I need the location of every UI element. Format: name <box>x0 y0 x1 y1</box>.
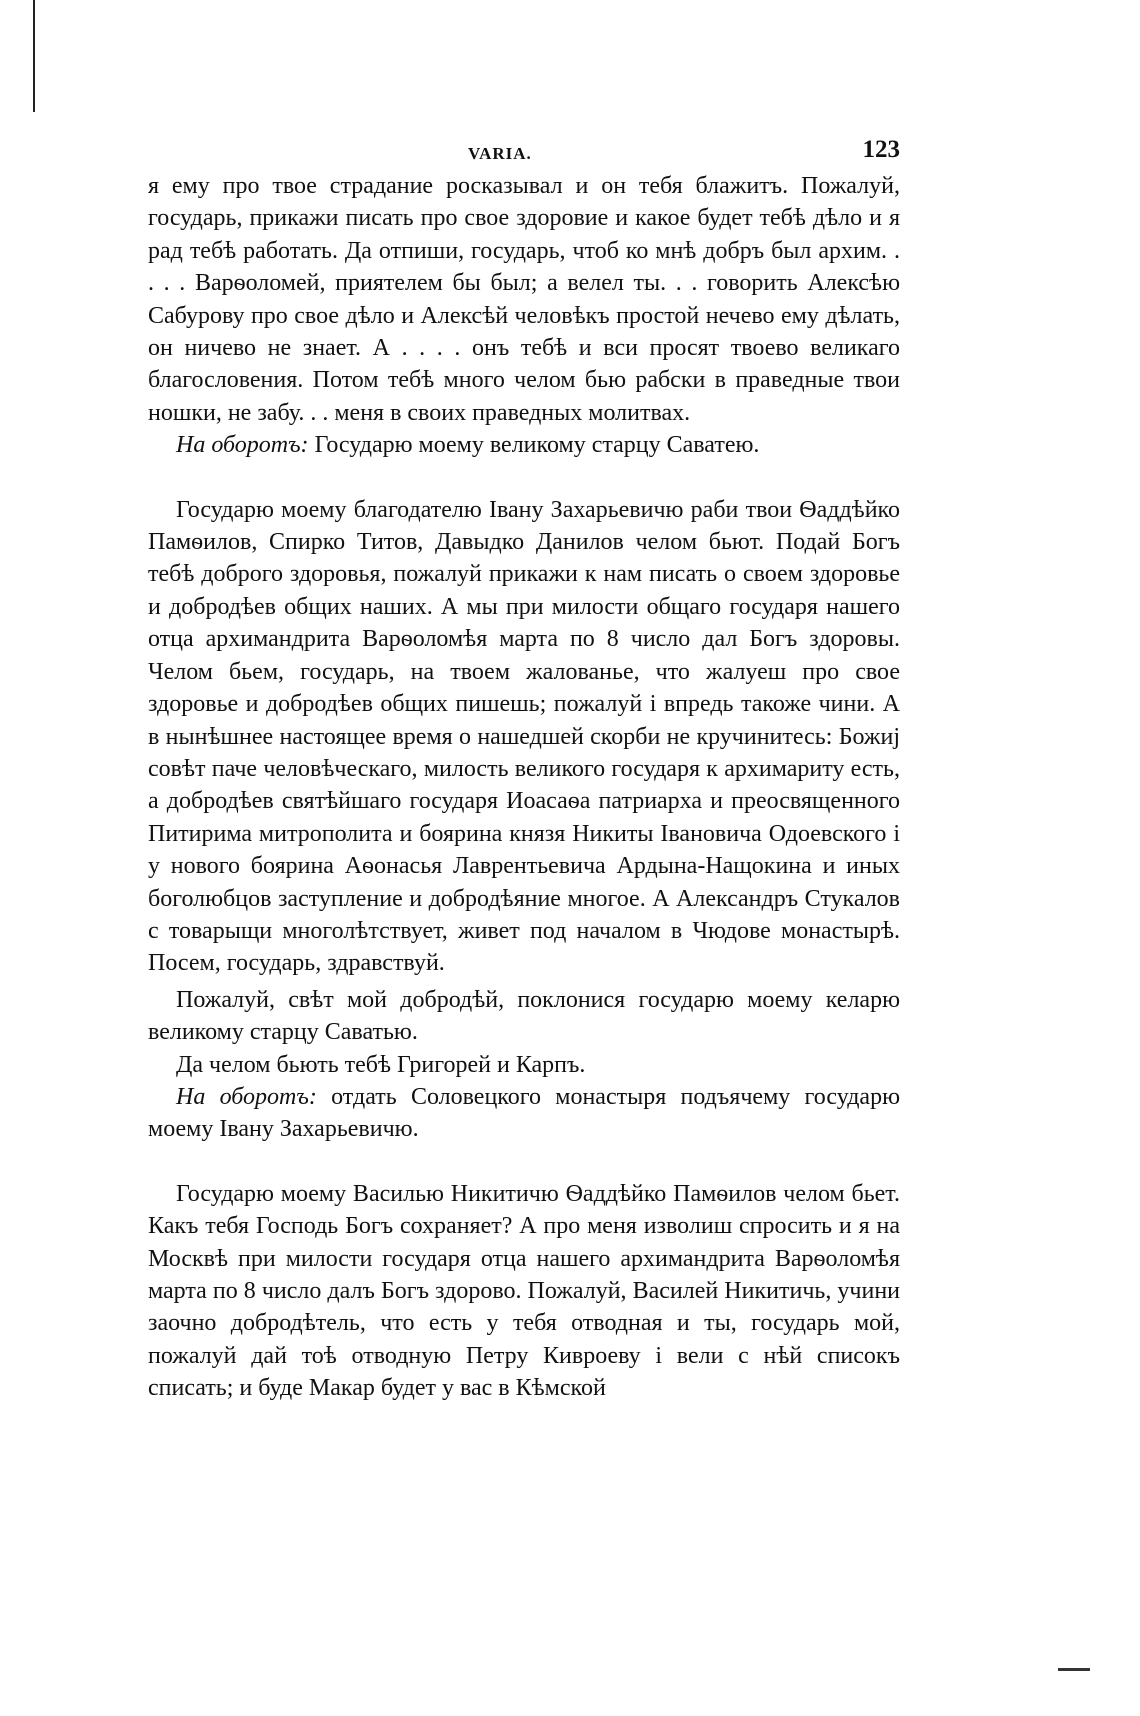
book-page <box>148 136 900 1405</box>
reverse-note <box>148 429 900 461</box>
letter-2 <box>148 494 900 1146</box>
letter-3 <box>148 1178 900 1405</box>
scan-edge-line <box>33 0 35 112</box>
letter-1 <box>148 170 900 462</box>
reverse-note-text: Государю моему великому старцу Саватею. <box>308 432 760 459</box>
letter-paragraph: Да челом бьють тебѣ Григорей и Карпъ. <box>176 1051 586 1078</box>
section-gap <box>148 1146 900 1178</box>
letter-paragraph: Пожалуй, свѣт мой добродѣй, поклонися государю моему келарю великому старцу Саватью. <box>148 986 900 1046</box>
reverse-note <box>148 1081 900 1146</box>
reverse-note-label: На оборотъ: <box>176 432 309 459</box>
letter-paragraph: Государю моему благодателю Івану Захарьевичю раби твои Ѳаддѣйко Памѳилов, Спирко Титов, Давыдко Данилов челом бьют. Подай Богъ тебѣ доброго здоровья, пожалуй прикажи к нам писать о своем здоровье и добродѣев общих наших. А мы при милости общаго государя нашего отца архимандрита Варѳоломѣя марта по 8 число дал Богъ здоровы. Челом бьем, государь, на твоем жалованье, что жалуеш про свое здоровье и добродѣев общих пишешь; пожалуй і впредь такоже чини. А в нынѣшнее настоящее время о нашедшей скорби не кручинитесь: Божиј совѣт паче человѣческаго, милость великого государя к архимариту есть, а добродѣев святѣйшаго государя Иоасаѳа патриарха и преосвященного Питирима митрополита и боярина князя Никиты Івановича Одоевского і у нового боярина Аѳонасья Лаврентьевича Ардына-Нащокина и иных боголюбцов заступление и добродѣяние многое. А Александръ Стукалов с товарыщи многолѣтствует, живет под началом в Чюдове монастырѣ. Посем, государь, здравствуй. <box>148 496 900 977</box>
letter-paragraph: я ему про твое страдание росказывал и он тебя блажитъ. Пожалуй, государь, прикажи писать про свое здоровие и какое будет тебѣ дѣло и я рад тебѣ работать. Да отпиши, государь, чтоб ко мнѣ добръ был архим. . . . . Варѳоломей, приятелем бы был; а велел ты. . . говорить Алексѣю Сабурову про свое дѣло и Алексѣй человѣкъ простой нечево ему дѣлать, он ничево не знает. А . . . . онъ тебѣ и вси просят твоево великаго благословения. Потом тебѣ много челом бью рабски в праведные твои ношки, не забу. . . меня в своих праведных молитвах. <box>148 173 900 426</box>
running-title: VARIA. <box>468 144 532 163</box>
letter-paragraph: Государю моему Василью Никитичю Ѳаддѣйко Памѳилов челом бьет. Какъ тебя Господь Богъ сохраняет? А про меня изволиш спросить и я на Москвѣ при милости государя отца нашего архимандрита Варѳоломѣя марта по 8 число далъ Богъ здорово. Пожалуй, Василей Никитичь, учини заочно добродѣтель, что есть у тебя отводная и ты, государь мой, пожалуй дай тоѣ отводную Петру Кивроеву і вели с нѣй списокъ списать; и буде Макар будет у вас в Кѣмской <box>148 1180 900 1402</box>
reverse-note-text: отдать Соловецкого монастыря подъячему государю моему Івану Захарьевичю. <box>148 1083 900 1143</box>
page-number: 123 <box>862 136 900 163</box>
section-gap <box>148 462 900 494</box>
page-header <box>148 136 900 170</box>
reverse-note-label: На оборотъ: <box>176 1083 317 1110</box>
scan-mark <box>1058 1668 1090 1671</box>
